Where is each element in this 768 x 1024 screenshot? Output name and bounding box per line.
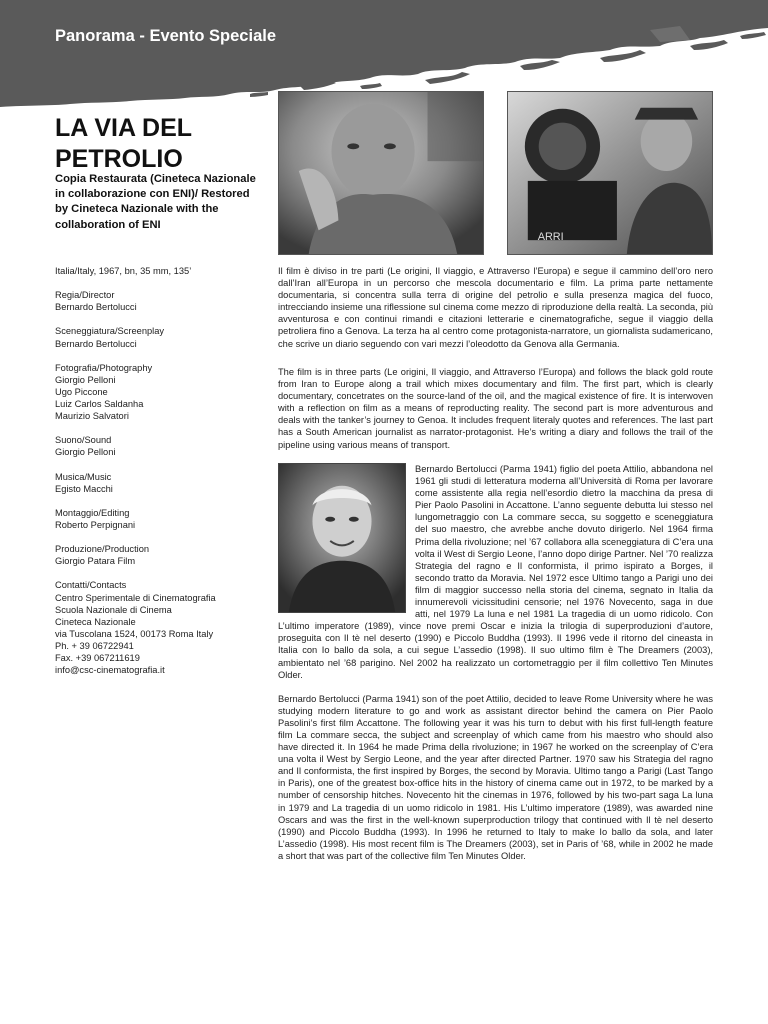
synopsis-it-text: Il film è diviso in tre parti (Le origini, Il viaggio, e Attraverso l’Europa) e segue il cammino dell’oro nero dall’Iran all’Europa in un percorso che mescola documentario e film. La prima parte nettamente documentaria, si concentra sulla terra di origine del petrolio e sulla presenza magica del fuoco, intrecciando insieme una riflessione sul cinema come mezzo di riproduzione della realtà. La seconda, più avventurosa e con continui rimandi e citazioni letterarie e cinematografiche, segue il viaggio della petroliera fino a Genova. La terza ha al centro come protagonista-narratore, un giornalista sudamericano, che scrive un diario seguendo con vari mezzi l’oleodotto da Genova alla Germania. [278,266,713,349]
credit-group [55,434,265,458]
bio-it-text: Bernardo Bertolucci (Parma 1941) figlio del poeta Attilio, abbandona nel 1961 gli studi di letteratura moderna all’Università di Roma per lavorare come assistente alla regia nell’esordio dietro la macchina da presa di Pier Paolo Pasolini in Accattone. L’anno seguente debutta lui stesso nel lungometraggio con La commare secca, su soggetto e sceneggiatura del suo maestro, che avrebbe anche dovuto dirigerlo. Nel 1964 firma Prima della rivoluzione; nel ’67 collabora alla sceneggiatura di C’era una volta il West di Sergio Leone, l’anno dopo dirige Partner. Nel ’70 realizza Strategia del ragno e Il conformista, il primo ispirato a Borges, il secondo tratto da Moravia. Nel 1972 esce Ultimo tango a Parigi uno dei film di maggior successo nella storia del cinema, segnato in Italia da innumerevoli vicissitudini censorie; nel 1976 Novecento, saga in due atti, nel 1979 La luna e nel 1981 La tragedia di un uomo ridicolo. Con L’ultimo imperatore (1989), vince nove premi Oscar e inizia la trilogia di superproduzioni d’autore, proseguita con Il tè nel deserto (1990) e Piccolo Buddha (1993). Il 1996 vede il ritorno del cineasta in Italia con Io ballo da sola, a cui segue L’assedio (1998). Il suo ultimo film è The Dreamers (2003), ambientato nel ’68 parigino. Nel 2002 ha realizzato un cortometraggio per il film collettivo Ten Minutes Older. [278,464,713,680]
synopsis-english [278,366,713,451]
credit-group [55,362,265,422]
credit-value: Bernardo Bertolucci [55,338,137,349]
credit-role: Montaggio/Editing [55,507,130,518]
credit-role: Musica/Music [55,471,112,482]
credit-role: Sceneggiatura/Screenplay [55,326,165,337]
director-portrait-image [278,463,406,613]
credit-role: Contatti/Contacts [55,580,127,591]
credit-value: Centro Sperimentale di Cinematografia [55,592,216,603]
bio-en-text: Bernardo Bertolucci (Parma 1941) son of the poet Attilio, decided to leave Rome University where he was studying modern literature to go and work as assistant director behind the camera on Pier Paolo Pasolini’s first film Accattone. The following year it was his turn to debut with his first full-length feature film La commare secca, the subject and screenplay of which came from his maestro who should also have directed it. In 1964 he made Prima della rivoluzione; in 1967 he worked on the screenplay of C’era una volta il West by Sergio Leone, and the year after directed Partner. 1970 saw his Strategia del ragno and Il conformista, the first inspired by Borges, the second by Moravia. Ultimo tango a Parigi (Last Tango in Paris), one of the greatest box-office hits in the history of cinema came out in 1972, to be marked by a number of censorship hitches. Novecento hit the cinemas in 1976, followed by his two-part saga La luna in 1979 and La tragedia di un uomo ridicolo in 1981. His L’ultimo imperatore (1989), was awarded nine Oscars and was the first in the well-known superproduction trilogy that continued with Il tè nel deserto (1990) and Piccolo Buddha (1993). In 1996 he returned to Italy to make Io ballo da sola, and later L’assedio (1998). His most recent film is The Dreamers (2003), set in Paris of ’68, while in 2002 he made a short that was part of the collective film Ten Minutes Older. [278,693,713,861]
credit-value: Ph. + 39 06722941 [55,640,134,651]
synopsis-italian [278,265,713,350]
credit-group [55,289,265,313]
credit-role: Regia/Director [55,290,115,301]
credit-role: Produzione/Production [55,544,150,555]
credit-role: Suono/Sound [55,435,112,446]
credit-value: via Tuscolana 1524, 00173 Roma Italy [55,628,214,639]
credit-group [55,543,265,567]
credit-value: Luiz Carlos Saldanha [55,399,144,410]
credit-group [55,471,265,495]
credit-value: Giorgio Patara Film [55,556,136,567]
credit-value: Fax. +39 067211619 [55,653,140,663]
director-with-camera-image [507,91,713,255]
svg-text:ARRI: ARRI [537,231,564,244]
credit-value: Scuola Nazionale di Cinema [55,604,172,615]
credit-value: Maurizio Salvatori [55,411,129,422]
credit-group [55,265,265,277]
synopsis-en-text: The film is in three parts (Le origini, Il viaggio, and Attraverso l’Europa) and follows the black gold route from Iran to Europe along a trail which mixes documentary and film. The first part, which is clearly documentary, concetrates on the source-land of the oil, and the magical existence of fire. It is interwoven with a reflection on film as a means of reproducting reality. The second part is more adventurous and deals with the tanker’s journey to Genoa. It includes frequent literaly quotes and references. The last part has a South American journalist as narrator-protagonist. He’s writing a diary and follows the trail of the pipeline using various means of transport. [278,367,713,450]
section-label: Panorama - Evento Speciale [55,27,277,45]
credit-value: Cineteca Nazionale [55,616,136,627]
film-title: LA VIA DEL PETROLIO [55,114,192,173]
credit-value: Giorgio Pelloni [55,447,116,458]
credit-group [55,325,265,349]
credit-role: Fotografia/Photography [55,362,153,373]
credit-role: Italia/Italy, 1967, bn, 35 mm, 135’ [55,266,192,276]
credit-value: Bernardo Bertolucci [55,302,137,313]
credit-group [55,579,265,676]
credit-value: Roberto Perpignani [55,519,136,530]
director-bio [278,463,713,862]
credits-list [55,265,265,688]
film-still-image [278,91,484,255]
film-subtitle: Copia Restaurata (Cineteca Nazionale in collaborazione con ENI)/ Restored by Cineteca Nazionale with the collaboration of ENI [55,173,256,231]
credit-value: Egisto Macchi [55,483,113,494]
credit-group [55,507,265,531]
credit-value: info@csc-cinematografia.it [55,665,165,676]
credit-value: Giorgio Pelloni [55,374,116,385]
credit-value: Ugo Piccone [55,386,108,397]
